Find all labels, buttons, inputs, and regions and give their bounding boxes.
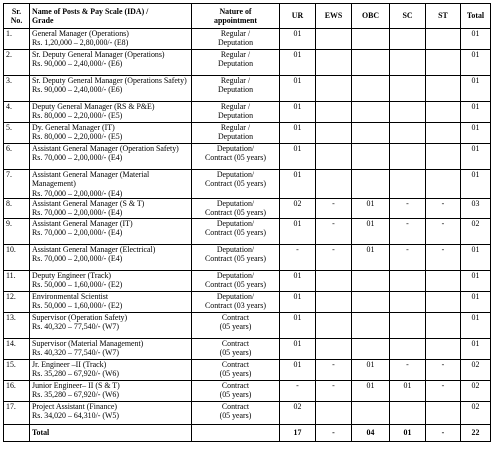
table-row: [4, 380, 491, 401]
nature-line1: Regular /: [220, 76, 251, 85]
sc-cell: [390, 401, 426, 424]
pay-scale: Rs. 70,000 – 2,00,000/- (E4): [32, 253, 123, 263]
nature-line1: Regular /: [220, 102, 251, 111]
table-body: [4, 29, 491, 425]
post-name: Assistant General Manager (S & T): [32, 198, 145, 208]
nature-cell: [192, 244, 280, 270]
pay-scale: Rs. 70,000 – 2,00,000/- (E4): [32, 153, 123, 163]
header-name: [30, 4, 192, 29]
sr-no-cell: 10.: [4, 244, 30, 270]
sr-no-cell: 11.: [4, 270, 30, 291]
sr-no-cell: 1.: [4, 29, 30, 50]
nature-line2: Contract (05 years): [205, 208, 266, 218]
post-name-cell: [30, 29, 192, 50]
post-name: Sr. Deputy General Manager (Operations Safety): [32, 76, 187, 85]
st-cell: -: [426, 380, 461, 401]
nature-line1: Contract: [221, 401, 250, 411]
sr-no-cell: 16.: [4, 380, 30, 401]
post-name: Assistant General Manager (Material Management): [32, 170, 150, 189]
post-name: Supervisor (Operation Safety): [32, 312, 128, 322]
obc-cell: [352, 29, 390, 50]
ur-cell: 01: [280, 50, 316, 76]
nature-line2: Deputation: [217, 132, 254, 142]
pay-scale: Rs. 70,000 – 2,00,000/- (E4): [32, 227, 123, 237]
nature-line2: (05 years): [219, 321, 252, 331]
ur-cell: 01: [280, 76, 316, 102]
sc-cell: [390, 270, 426, 291]
obc-cell: 01: [352, 218, 390, 244]
ews-cell: [316, 102, 352, 123]
obc-cell: [352, 270, 390, 291]
pay-scale: Rs. 90,000 – 2,40,000/- (E6): [32, 85, 123, 95]
sr-no-cell: 9.: [4, 218, 30, 244]
sc-cell: -: [390, 198, 426, 218]
obc-cell: [352, 123, 390, 144]
sr-no-cell: 15.: [4, 359, 30, 380]
header-nature: [192, 4, 280, 29]
pay-scale: Rs. 80,000 – 2,20,000/- (E5): [32, 132, 123, 142]
nature-cell: [192, 270, 280, 291]
ur-cell: 01: [280, 338, 316, 359]
table-row: [4, 338, 491, 359]
st-cell: [426, 76, 461, 102]
total-cell: 01: [461, 144, 491, 170]
sr-no-cell: 6.: [4, 144, 30, 170]
post-name-cell: [30, 244, 192, 270]
post-name-cell: [30, 359, 192, 380]
total-cell: 01: [461, 244, 491, 270]
nature-cell: [192, 170, 280, 199]
st-cell: [426, 123, 461, 144]
post-name-cell: [30, 123, 192, 144]
ews-cell: -: [316, 218, 352, 244]
totals-sr-cell: [4, 424, 30, 441]
sc-cell: [390, 312, 426, 338]
table-row: [4, 401, 491, 424]
ur-cell: 01: [280, 291, 316, 312]
header-ur: UR: [280, 4, 316, 29]
total-cell: 01: [461, 102, 491, 123]
header-sc: SC: [390, 4, 426, 29]
sc-cell: [390, 102, 426, 123]
ews-cell: [316, 123, 352, 144]
ur-cell: -: [280, 380, 316, 401]
totals-ews: -: [316, 424, 352, 441]
ews-cell: [316, 270, 352, 291]
nature-cell: [192, 123, 280, 144]
total-cell: 01: [461, 76, 491, 102]
ur-cell: 01: [280, 29, 316, 50]
st-cell: -: [426, 244, 461, 270]
totals-ur: 17: [280, 424, 316, 441]
post-name: Assistant General Manager (Electrical): [32, 244, 156, 254]
totals-total: 22: [461, 424, 491, 441]
obc-cell: 01: [352, 359, 390, 380]
totals-obc: 04: [352, 424, 390, 441]
table-row: [4, 291, 491, 312]
nature-line2: Contract (03 years): [205, 300, 266, 310]
st-cell: [426, 144, 461, 170]
post-name: Deputy General Manager (RS & P&E): [32, 102, 155, 111]
total-cell: 01: [461, 312, 491, 338]
header-nature-line2: appointment: [214, 16, 257, 25]
nature-line2: (05 years): [219, 347, 252, 357]
sc-cell: -: [390, 359, 426, 380]
nature-line2: (05 years): [219, 368, 252, 378]
sr-no-cell: 3.: [4, 76, 30, 102]
obc-cell: [352, 102, 390, 123]
pay-scale: Rs. 50,000 – 1,60,000/- (E2): [32, 300, 123, 310]
st-cell: [426, 170, 461, 199]
post-name-cell: [30, 144, 192, 170]
table-row: [4, 76, 491, 102]
st-cell: -: [426, 198, 461, 218]
total-cell: 01: [461, 270, 491, 291]
total-cell: 02: [461, 218, 491, 244]
nature-line1: Regular /: [220, 29, 251, 38]
nature-line2: Contract (05 years): [205, 227, 266, 237]
ews-cell: [316, 144, 352, 170]
ur-cell: 01: [280, 218, 316, 244]
total-cell: 01: [461, 123, 491, 144]
ur-cell: 01: [280, 123, 316, 144]
st-cell: [426, 270, 461, 291]
sc-cell: 01: [390, 380, 426, 401]
nature-line1: Deputation/: [216, 291, 255, 301]
table-row: [4, 170, 491, 199]
totals-label: Total: [30, 424, 192, 441]
post-name-cell: [30, 312, 192, 338]
ur-cell: 01: [280, 144, 316, 170]
sr-no-cell: 4.: [4, 102, 30, 123]
pay-scale: Rs. 34,020 – 64,310/- (W5): [32, 410, 120, 420]
total-cell: 02: [461, 401, 491, 424]
st-cell: [426, 29, 461, 50]
nature-cell: [192, 218, 280, 244]
ews-cell: [316, 50, 352, 76]
table-row: [4, 144, 491, 170]
sc-cell: [390, 291, 426, 312]
totals-row: [4, 424, 491, 441]
post-name: Jr. Engineer –II (Track): [32, 359, 107, 369]
sc-cell: [390, 170, 426, 199]
header-sr-no: Sr. No.: [4, 4, 30, 29]
obc-cell: [352, 76, 390, 102]
obc-cell: [352, 144, 390, 170]
post-name: Assistant General Manager (IT): [32, 218, 133, 228]
total-cell: 01: [461, 50, 491, 76]
post-name-cell: [30, 170, 192, 199]
table-row: [4, 244, 491, 270]
pay-scale: Rs. 1,20,000 – 2,80,000/- (E8): [32, 38, 129, 48]
nature-line1: Regular /: [220, 50, 251, 59]
nature-cell: [192, 76, 280, 102]
nature-line1: Regular /: [220, 123, 251, 132]
obc-cell: [352, 401, 390, 424]
table-row: [4, 123, 491, 144]
sr-no-cell: 12.: [4, 291, 30, 312]
sc-cell: [390, 144, 426, 170]
post-name-cell: [30, 380, 192, 401]
pay-scale: Rs. 70,000 – 2,00,000/- (E4): [32, 208, 123, 218]
sr-no-cell: 2.: [4, 50, 30, 76]
post-name-cell: [30, 50, 192, 76]
obc-cell: [352, 50, 390, 76]
post-name: Junior Engineer– II (S & T): [32, 380, 120, 390]
nature-line1: Deputation/: [216, 170, 255, 179]
total-cell: 02: [461, 380, 491, 401]
totals-sc: 01: [390, 424, 426, 441]
total-cell: 01: [461, 29, 491, 50]
pay-scale: Rs. 35,280 – 67,920/- (W6): [32, 389, 120, 399]
nature-line2: Deputation: [217, 59, 254, 69]
post-name: Sr. Deputy General Manager (Operations): [32, 50, 165, 59]
nature-line1: Contract: [221, 312, 250, 322]
totals-nature-cell: [192, 424, 280, 441]
nature-cell: [192, 291, 280, 312]
obc-cell: [352, 312, 390, 338]
total-cell: 01: [461, 291, 491, 312]
nature-cell: [192, 29, 280, 50]
sr-no-cell: 14.: [4, 338, 30, 359]
ews-cell: [316, 401, 352, 424]
ur-cell: 01: [280, 270, 316, 291]
pay-scale: Rs. 40,320 – 77,540/- (W7): [32, 347, 120, 357]
header-row: [4, 4, 491, 29]
ews-cell: -: [316, 380, 352, 401]
nature-line1: Deputation/: [216, 198, 255, 208]
st-cell: -: [426, 359, 461, 380]
st-cell: [426, 102, 461, 123]
post-name-cell: [30, 270, 192, 291]
sc-cell: -: [390, 244, 426, 270]
total-cell: 02: [461, 359, 491, 380]
table-row: [4, 50, 491, 76]
sr-no-cell: 13.: [4, 312, 30, 338]
sr-no-cell: 8.: [4, 198, 30, 218]
sc-cell: [390, 76, 426, 102]
table-row: [4, 359, 491, 380]
ur-cell: 02: [280, 401, 316, 424]
nature-line2: (05 years): [219, 410, 252, 420]
nature-line1: Contract: [221, 359, 250, 369]
nature-cell: [192, 338, 280, 359]
obc-cell: [352, 170, 390, 199]
sc-cell: [390, 29, 426, 50]
nature-cell: [192, 312, 280, 338]
table-row: [4, 270, 491, 291]
pay-scale: Rs. 80,000 – 2,20,000/- (E5): [32, 111, 123, 121]
obc-cell: 01: [352, 198, 390, 218]
nature-line2: Contract (05 years): [205, 279, 266, 289]
nature-line1: Deputation/: [216, 244, 255, 254]
post-name-cell: [30, 401, 192, 424]
header-name-line2: Grade: [32, 16, 54, 25]
post-name-cell: [30, 198, 192, 218]
total-cell: 01: [461, 170, 491, 199]
post-name-cell: [30, 218, 192, 244]
table-row: [4, 218, 491, 244]
nature-line2: Deputation: [217, 85, 254, 95]
nature-cell: [192, 144, 280, 170]
header-ews: EWS: [316, 4, 352, 29]
ur-cell: 01: [280, 359, 316, 380]
obc-cell: [352, 291, 390, 312]
sc-cell: -: [390, 218, 426, 244]
ews-cell: [316, 76, 352, 102]
ur-cell: 01: [280, 312, 316, 338]
sr-no-cell: 5.: [4, 123, 30, 144]
nature-line1: Deputation/: [216, 218, 255, 228]
st-cell: [426, 291, 461, 312]
total-cell: 03: [461, 198, 491, 218]
st-cell: [426, 338, 461, 359]
pay-scale: Rs. 90,000 – 2,40,000/- (E6): [32, 59, 123, 69]
nature-cell: [192, 50, 280, 76]
obc-cell: 01: [352, 380, 390, 401]
sr-no-cell: 7.: [4, 170, 30, 199]
obc-cell: [352, 338, 390, 359]
ur-cell: -: [280, 244, 316, 270]
nature-cell: [192, 380, 280, 401]
posts-table: [3, 3, 491, 442]
post-name-cell: [30, 338, 192, 359]
nature-line2: (05 years): [219, 389, 252, 399]
header-obc: OBC: [352, 4, 390, 29]
post-name-cell: [30, 76, 192, 102]
total-cell: 01: [461, 338, 491, 359]
nature-line2: Contract (05 years): [205, 153, 266, 163]
header-st: ST: [426, 4, 461, 29]
nature-line2: Contract (05 years): [205, 179, 266, 189]
ews-cell: [316, 291, 352, 312]
post-name-cell: [30, 291, 192, 312]
sc-cell: [390, 50, 426, 76]
ews-cell: [316, 29, 352, 50]
st-cell: -: [426, 218, 461, 244]
sr-no-cell: 17.: [4, 401, 30, 424]
post-name: Supervisor (Material Management): [32, 338, 144, 348]
st-cell: [426, 312, 461, 338]
table-row: [4, 29, 491, 50]
obc-cell: 01: [352, 244, 390, 270]
st-cell: [426, 50, 461, 76]
ur-cell: 01: [280, 170, 316, 199]
pay-scale: Rs. 35,280 – 67,920/- (W6): [32, 368, 120, 378]
ews-cell: -: [316, 198, 352, 218]
pay-scale: Rs. 70,000 – 2,00,000/- (E4): [32, 188, 123, 198]
nature-line1: Contract: [221, 380, 250, 390]
table-row: [4, 198, 491, 218]
ews-cell: [316, 312, 352, 338]
nature-cell: [192, 359, 280, 380]
post-name: Environmental Scientist: [32, 291, 109, 301]
nature-line1: Deputation/: [216, 270, 255, 280]
post-name: Dy. General Manager (IT): [32, 123, 115, 132]
header-total: Total: [461, 4, 491, 29]
pay-scale: Rs. 50,000 – 1,60,000/- (E2): [32, 279, 123, 289]
post-name-cell: [30, 102, 192, 123]
nature-cell: [192, 198, 280, 218]
header-nature-line1: Nature of: [219, 6, 252, 16]
nature-line1: Contract: [221, 338, 250, 348]
nature-line2: Contract (05 years): [205, 253, 266, 263]
post-name: Project Assistant (Finance): [32, 401, 118, 411]
post-name: General Manager (Operations): [32, 29, 129, 38]
nature-line1: Deputation/: [216, 144, 255, 153]
ur-cell: 02: [280, 198, 316, 218]
table-row: [4, 312, 491, 338]
ews-cell: -: [316, 244, 352, 270]
ews-cell: [316, 170, 352, 199]
sc-cell: [390, 338, 426, 359]
header-name-line1: Name of Posts & Pay Scale (IDA) /: [32, 6, 149, 16]
sc-cell: [390, 123, 426, 144]
nature-cell: [192, 401, 280, 424]
post-name: Deputy Engineer (Track): [32, 270, 112, 280]
ews-cell: -: [316, 359, 352, 380]
st-cell: [426, 401, 461, 424]
ews-cell: [316, 338, 352, 359]
ur-cell: 01: [280, 102, 316, 123]
nature-line2: Deputation: [217, 111, 254, 121]
post-name: Assistant General Manager (Operation Safety): [32, 144, 179, 153]
nature-cell: [192, 102, 280, 123]
pay-scale: Rs. 40,320 – 77,540/- (W7): [32, 321, 120, 331]
nature-line2: Deputation: [217, 38, 254, 48]
totals-st: -: [426, 424, 461, 441]
table-row: [4, 102, 491, 123]
